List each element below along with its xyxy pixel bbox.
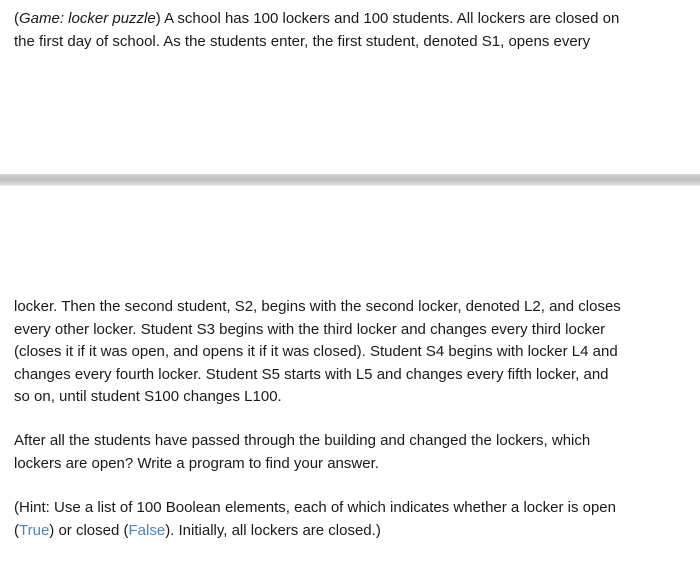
rules-line: every other locker. Student S3 begins with the third locker and changes every third locker	[14, 320, 606, 338]
problem-question-paragraph	[14, 430, 654, 475]
hint-middle-text: ) or closed (	[49, 521, 129, 539]
intro-line-1-text: ) A school has 100 lockers and 100 students. All lockers are closed on	[155, 10, 620, 27]
false-keyword: False	[128, 521, 166, 539]
true-keyword: True	[19, 521, 50, 539]
page-divider	[0, 174, 700, 186]
problem-title: Game: locker puzzle	[19, 10, 156, 27]
problem-rules-paragraph	[14, 296, 654, 409]
rules-line: changes every fourth locker. Student S5 starts with L5 and changes every fifth locker, and	[14, 365, 609, 383]
hint-line-2: (True) or closed (False). Initially, all lockers are closed.)	[14, 521, 381, 539]
rules-line: locker. Then the second student, S2, begins with the second locker, denoted L2, and closes	[14, 298, 621, 315]
intro-line-2: the first day of school. As the students enter, the first student, denoted S1, opens every	[14, 32, 591, 50]
intro-line-1: (Game: locker puzzle) A school has 100 lockers and 100 students. All lockers are closed on	[14, 10, 620, 27]
question-line: After all the students have passed through the building and changed the lockers, which	[14, 432, 591, 449]
rules-line: so on, until student S100 changes L100.	[14, 388, 282, 405]
rules-line: (closes it if it was open, and opens it if it was closed). Student S4 begins with locker L4 and	[14, 343, 618, 360]
hint-paragraph	[14, 497, 654, 542]
question-line: lockers are open? Write a program to find your answer.	[14, 454, 379, 472]
hint-line-1: (Hint: Use a list of 100 Boolean elements, each of which indicates whether a locker is open	[14, 499, 616, 516]
hint-end-text: ). Initially, all lockers are closed.)	[165, 521, 381, 539]
problem-intro-paragraph	[14, 8, 654, 53]
